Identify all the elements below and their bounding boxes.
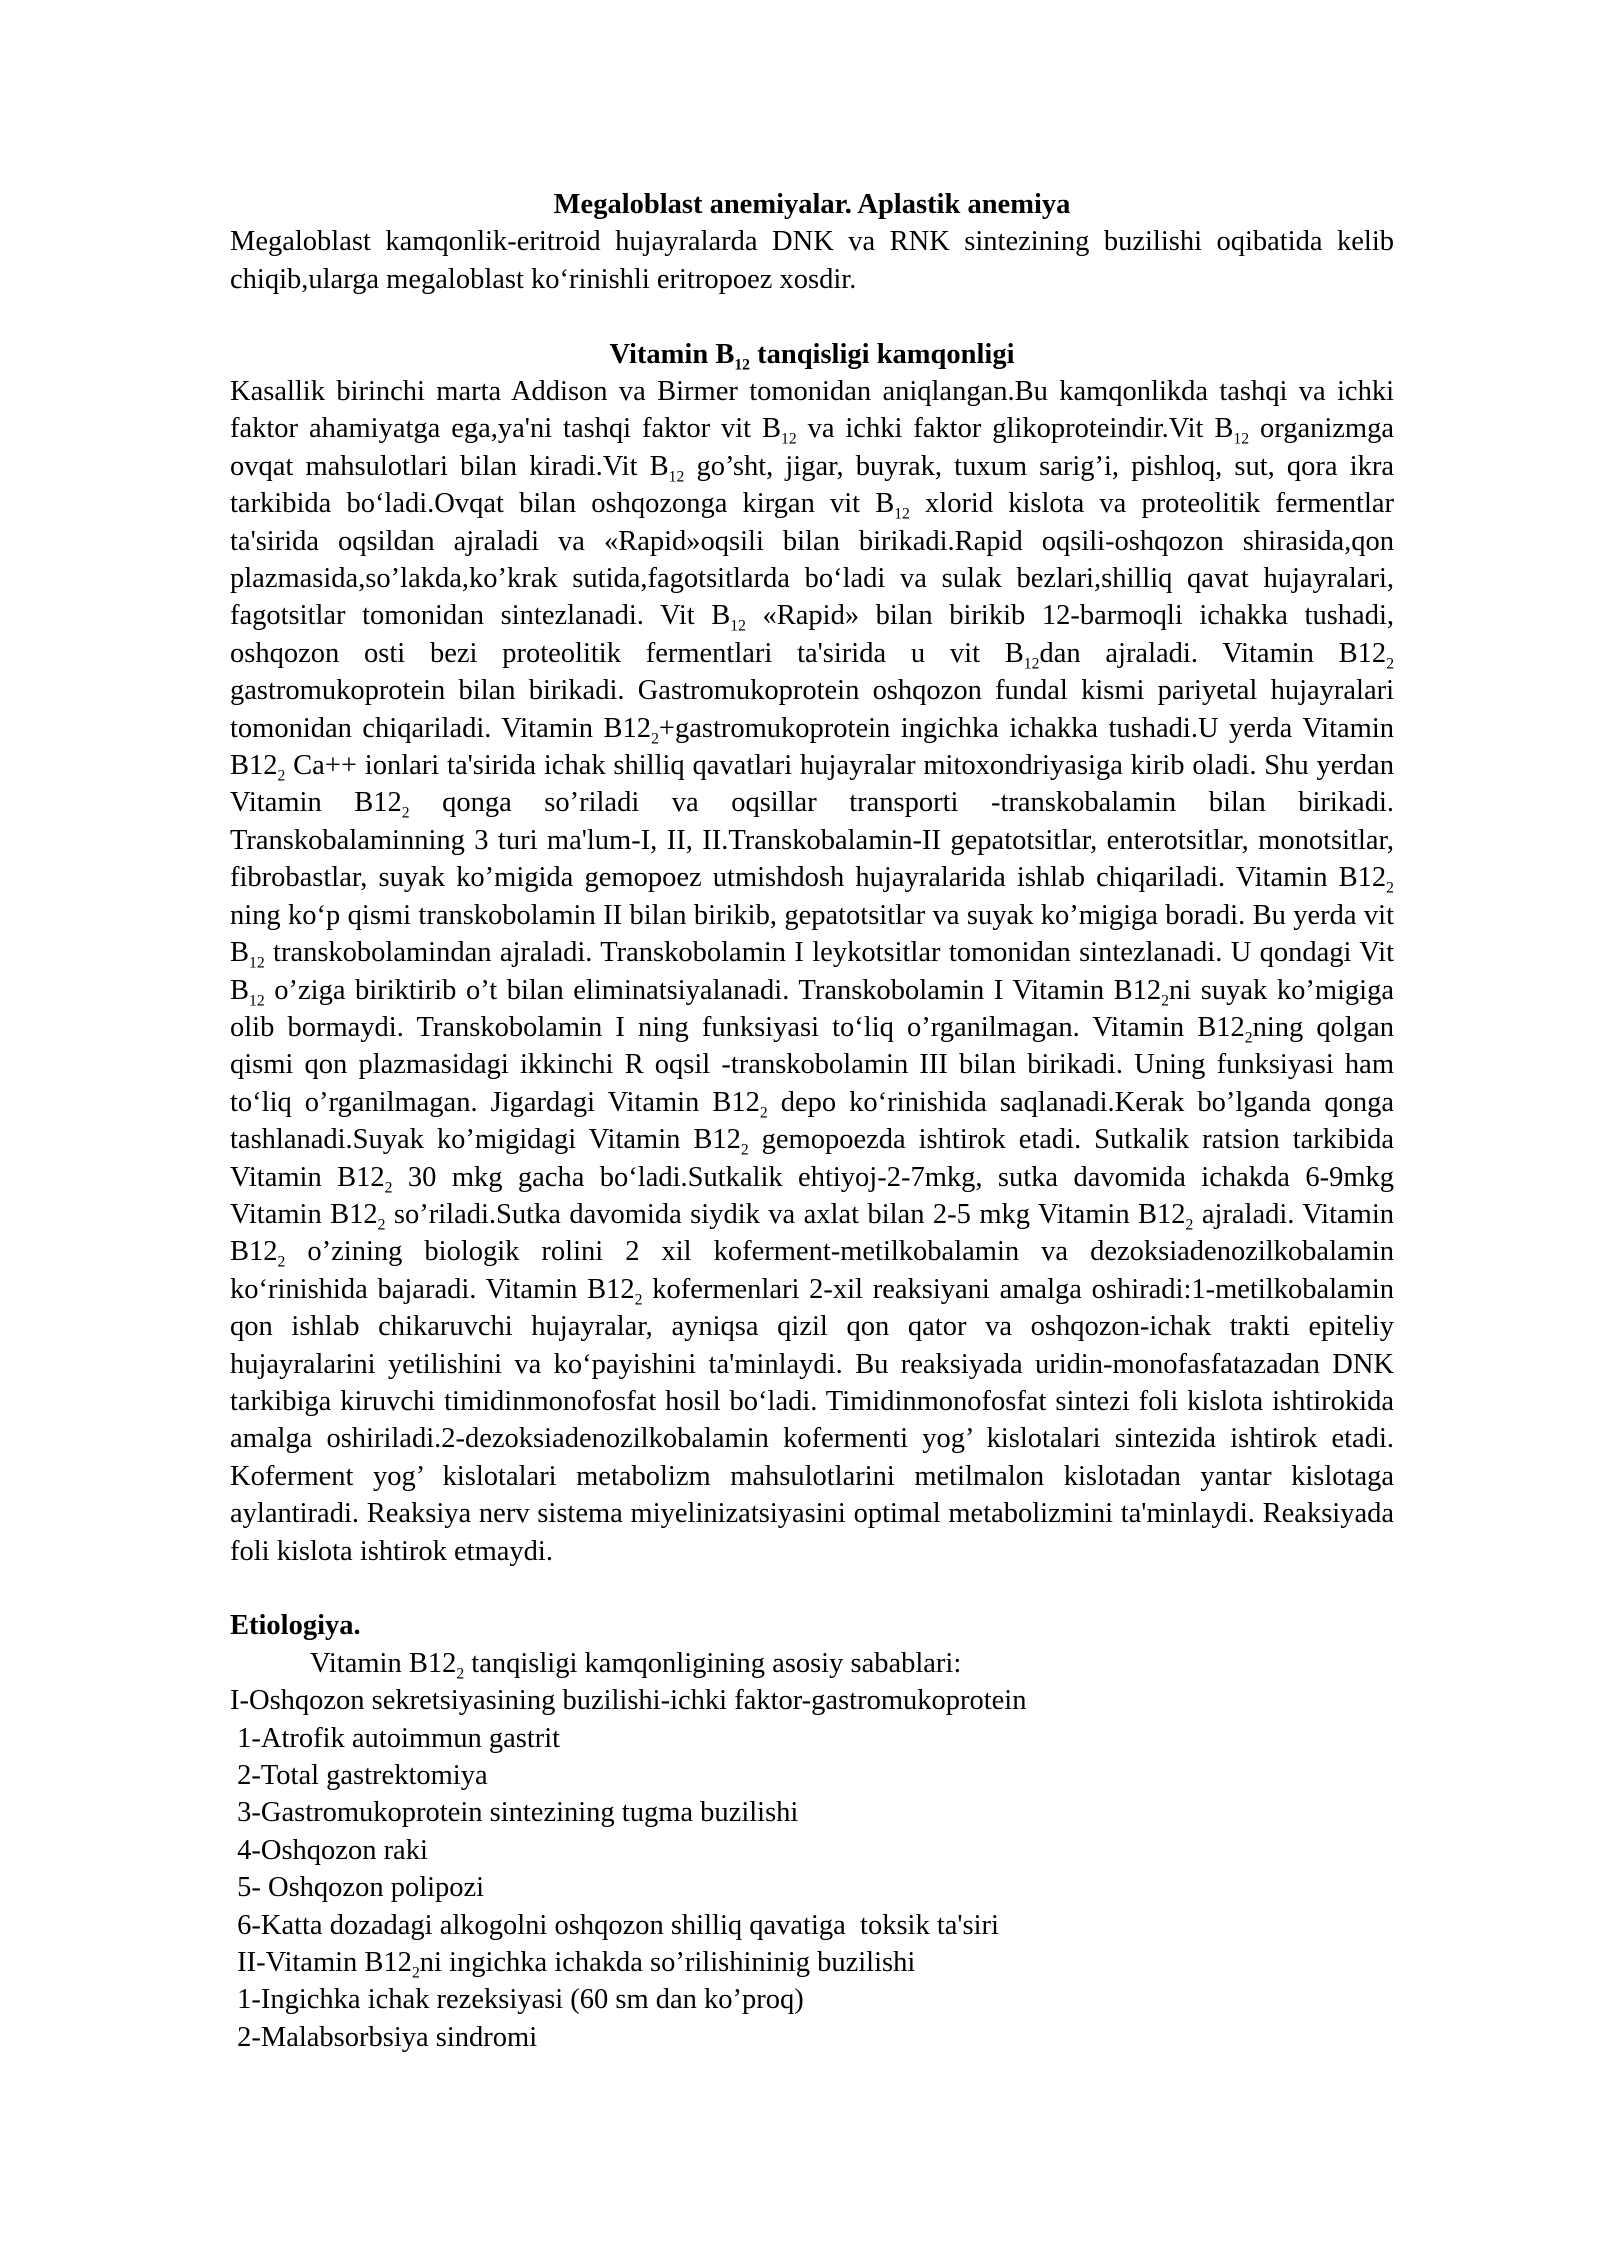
document-page bbox=[230, 186, 1394, 2056]
list-item: 6-Katta dozadagi alkogolni oshqozon shilliq qavatiga toksik ta'siri bbox=[230, 1909, 999, 1941]
list-item: 1-Atrofik autoimmun gastrit bbox=[230, 1722, 561, 1754]
section-heading-b12: Vitamin $B_{12}$ tanqisligi kamqonligi bbox=[609, 338, 1015, 374]
etiology-group-1: I-Oshqozon sekretsiyasining buzilishi-ichki faktor-gastromukoprotein bbox=[230, 1685, 1027, 1717]
spacer bbox=[230, 1570, 1394, 1607]
etiology-lead: Vitamin $B12_2$ tanqisligi kamqonligining asosiy sabablari: bbox=[310, 1647, 962, 1683]
spacer bbox=[230, 298, 1394, 335]
list-item: 2-Total gastrektomiya bbox=[230, 1760, 488, 1792]
intro-paragraph: Megaloblast kamqonlik-eritroid hujayralarda DNK va RNK sintezining buzilishi oqibatida kelib chiqib,ularga megaloblast ko‘rinishli eritropoez xosdir. bbox=[230, 226, 1394, 295]
b12-body-paragraph: Kasallik birinchi marta Addison va Birmer tomonidan aniqlangan.Bu kamqonlikda tashqi va ichki faktor ahamiyatga ega,ya'ni tashqi faktor vit $B_{12}$ va ichki faktor glikoproteindir.Vit $B_{12}$ organizmga ovqat mahsulotlari bilan kiradi.Vit $B_{12}$ go’sht, jigar, buyrak, tuxum sarig’i, pishloq, sut, qora ikra tarkibida bo‘ladi.Ovqat bilan oshqozonga kirgan vit $B_{12}$ xlorid kislota va proteolitik fermentlar ta'sirida oqsildan ajraladi va «Rapid»oqsili bilan birikadi.Rapid oqsili-oshqozon shirasida,qon plazmasida,so’lakda,ko’krak sutida,fagotsitlarda bo‘ladi va sulak bezlari,shilliq qavat hujayralari, fagotsitlar tomonidan sintezlanadi. Vit $B_{12}$ «Rapid» bilan birikib 12-barmoqli ichakka tushadi, oshqozon osti bezi proteolitik fermentlari ta'sirida u vit $B_{12}dan$ ajraladi. Vitamin $B12_2$ gastromukoprotein bilan birikadi. Gastromukoprotein oshqozon fundal kismi pariyetal hujayralari tomonidan chiqariladi. Vitamin $B12_2+gastromukoprotein$ ingichka ichakka tushadi.U yerda Vitamin $B12_2$ Ca++ ionlari ta'sirida ichak shilliq qavatlari hujayralar mitoxondriyasiga kirib oladi. Shu yerdan Vitamin $B12_2$ qonga so’riladi va oqsillar transporti -transkobalamin bilan birikadi. Transkobalaminning 3 turi ma'lum-I, II, II.Transkobalamin-II gepatotsitlar, enterotsitlar, monotsitlar, fibrobastlar, suyak ko’migida gemopoez utmishdosh hujayralarida ishlab chiqariladi. Vitamin $B12_2$ ning ko‘p qismi transkobolamin II bilan birikib, gepatotsitlar va suyak ko’migiga boradi. Bu yerda vit $B_{12}$ transkobolamindan ajraladi. Transkobolamin I leykotsitlar tomonidan sintezlanadi. U qondagi Vit $B_{12}$ o’ziga biriktirib o’t bilan eliminatsiyalanadi. Transkobolamin I Vitamin $B12_2ni$ suyak ko’migiga olib bormaydi. Transkobolamin I ning funksiyasi to‘liq o’rganilmagan. Vitamin $B12_2ning$ qolgan qismi qon plazmasidagi ikkinchi R oqsil -transkobolamin III bilan birikadi. Uning funksiyasi ham to‘liq o’rganilmagan. Jigardagi Vitamin $B12_2$ depo ko‘rinishida saqlanadi.Kerak bo’lganda qonga tashlanadi.Suyak ko’migidagi Vitamin $B12_2$ gemopoezda ishtirok etadi. Sutkalik ratsion tarkibida Vitamin $B12_2$ 30 mkg gacha bo‘ladi.Sutkalik ehtiyoj-2-7mkg, sutka davomida ichakda 6-9mkg Vitamin $B12_2$ so’riladi.Sutka davomida siydik va axlat bilan 2-5 mkg Vitamin $B12_2$ ajraladi. Vitamin $B12_2$ o’zining biologik rolini 2 xil koferment-metilkobalamin va dezoksiadenozilkobalamin ko‘rinishida bajaradi. Vitamin $B12_2$ kofermenlari 2-xil reaksiyani amalga oshiradi:1-metilkobalamin qon ishlab chikaruvchi hujayralar, ayniqsa qizil qon qator va oshqozon-ichak trakti epiteliy hujayralarini yetilishini va ko‘payishini ta'minlaydi. Bu reaksiyada uridin-monofasfatazadan DNK tarkibiga kiruvchi timidinmonofosfat hosil bo‘ladi. Timidinmonofosfat sintezi foli kislota ishtirokida amalga oshiriladi.2-dezoksiadenozilkobalamin kofermenti yog’ kislotalari sintezida ishtirok etadi. Koferment yog’ kislotalari metabolizm mahsulotlarini metilmalon kislotadan yantar kislotaga aylantiradi. Reaksiya nerv sistema miyelinizatsiyasini optimal metabolizmini ta'minlaydi. Reaksiyada foli kislota ishtirok etmaydi. bbox=[230, 376, 1395, 1567]
list-item: 3-Gastromukoprotein sintezining tugma buzilishi bbox=[230, 1797, 799, 1829]
etiology-group-2: II-Vitamin $B12_2ni$ ingichka ichakda so’rilishininig buzilishi bbox=[230, 1947, 916, 1982]
list-item: 1-Ingichka ichak rezeksiyasi (60 sm dan ko’proq) bbox=[230, 1984, 804, 2016]
list-item: 5- Oshqozon polipozi bbox=[230, 1872, 485, 1904]
etiology-heading: Etiologiya. bbox=[230, 1610, 361, 1642]
list-item: 4-Oshqozon raki bbox=[230, 1834, 428, 1866]
list-item: 2-Malabsorbsiya sindromi bbox=[230, 2021, 538, 2053]
document-title: Megaloblast anemiyalar. Aplastik anemiya bbox=[553, 189, 1071, 220]
